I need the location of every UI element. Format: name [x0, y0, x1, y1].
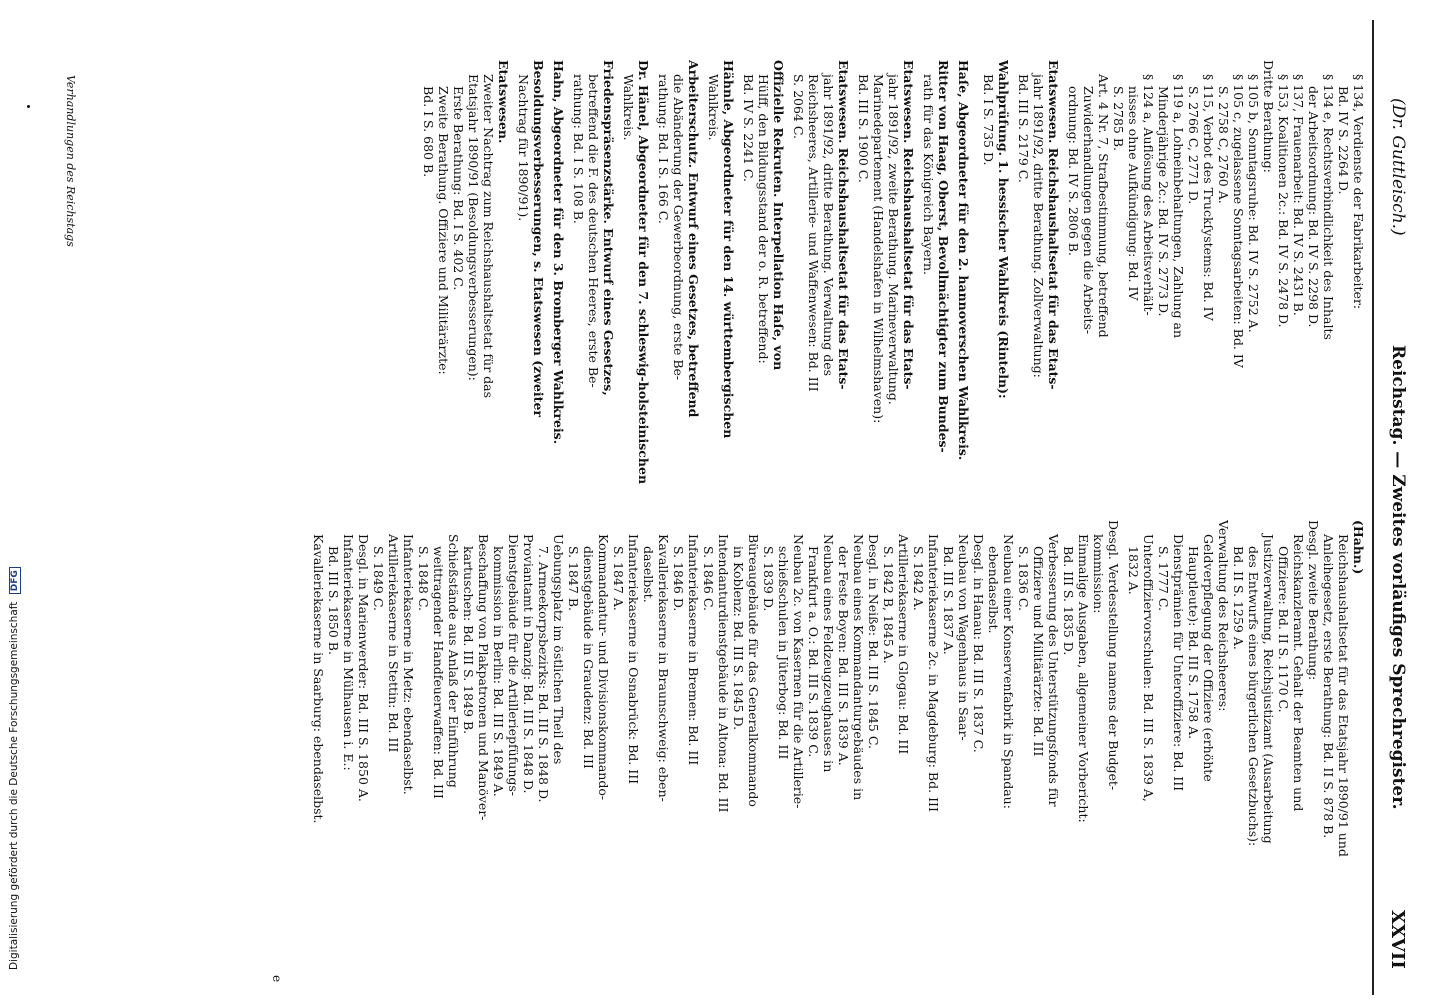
index-line: kartuschen: Bd. III S. 1849 B.	[461, 546, 476, 735]
index-line: Bd. III S. 1837 A.	[941, 546, 956, 655]
index-line: des Entwurfs eines bürgerlichen Gesetzbuchs):	[1246, 546, 1261, 847]
index-line: kommission:	[1091, 534, 1106, 614]
index-line: Anleihegesetz, erste Berathung: Bd. II S. 878 B.	[1321, 534, 1336, 839]
footer-note: Verhandlungen des Reichstags	[64, 75, 77, 247]
index-line: jahr 1891/92, dritte Berathung. Zollverwaltung:	[1031, 74, 1046, 378]
index-line: Nachtrag für 1890/91).	[516, 74, 531, 222]
index-line: ebendaselbst.	[986, 546, 1001, 634]
index-line: Offiziere: Bd. II S. 1170 C.	[1276, 546, 1291, 713]
index-line: Wahlkreis.	[621, 74, 636, 141]
index-line: Etatsjahr 1890/91 (Besoldungsverbesserungen):	[466, 74, 481, 381]
index-line: Bd. III S. 1835 D.	[1061, 546, 1076, 656]
index-line: Büreaugebäude für das Generalkommando	[746, 534, 761, 807]
index-line: Etatswesen. Reichshaushaltsetat für das Etats-	[1046, 60, 1061, 390]
index-line: Erste Berathung: Bd. I S. 402 C.	[451, 86, 466, 291]
index-line: S. 1842 B, 1845 A.	[881, 546, 896, 664]
index-line: Artilleriekaserne in Glogau: Bd. III	[896, 534, 911, 755]
index-line: S. 2766 C, 2771 D.	[1186, 86, 1201, 205]
index-line: Uebungsplatz im östlichen Theil des	[551, 534, 566, 765]
index-line: der Feste Boyen: Bd. III S. 1839 A.	[836, 546, 851, 766]
index-line: Reichskanzleramt. Gehalt der Beamten und	[1291, 534, 1306, 812]
index-line: Neubau eines Feldzeugzeughauses in	[821, 534, 836, 773]
index-line: Arbeiterschutz. Entwurf eines Gesetzes, betreffend	[686, 60, 701, 418]
index-line: S. 2785 B.	[1111, 86, 1126, 152]
index-line: die Abänderung der Gewerbeordnung, erste Be-	[671, 74, 686, 381]
index-line: Hauptleute): Bd. III S. 1758 A.	[1186, 546, 1201, 740]
index-line: Haſe, Abgeordneter für den 2. hannoverschen Wahlkreis.	[956, 60, 971, 461]
header-title: Reichstag. — Zweites vorläufiges Sprechregister.	[1388, 345, 1408, 810]
index-line: Kommandantur- und Divisionskommando-	[596, 534, 611, 801]
index-line: Etatswesen. Reichshaushaltsetat für das Etats-	[836, 60, 851, 390]
index-line: S. 1839 D.	[761, 546, 776, 612]
index-line: Dienstgebäude für die Artilleriepfüfungs-	[506, 534, 521, 797]
index-line: § 119 a, Lohneinbehaltungen, Zahlung an	[1171, 74, 1186, 339]
index-line: Neubau einer Konservenfabrik in Spandau:	[1001, 534, 1016, 809]
index-line: § 105 c, zugelassene Sonntagsarbeiten: Bd. IV	[1231, 74, 1246, 368]
index-line: Marinedepartement (Handelshafen in Wilhelmshaven):	[871, 74, 886, 424]
index-line: jahr 1891/92, zweite Berathung. Marineverwaltung.	[886, 74, 901, 405]
index-line: Justizverwaltung, Reichsjustizamt (Ausarbeitung	[1261, 534, 1276, 844]
index-line: S. 1849 C.	[371, 546, 386, 611]
index-line: § 134, Verdienste der Fabrikarbeiter:	[1351, 74, 1366, 310]
index-line: Hahn, Abgeordneter für den 3. Bromberger Wahlkreis.	[551, 60, 566, 445]
index-line: S. 1846 D.	[671, 546, 686, 612]
index-line: Hülff, den Bildungsstand der o. R. betreffend:	[756, 74, 771, 364]
index-line: § 153, Koalitionen 2c.: Bd. IV S. 2478 D.	[1276, 74, 1291, 328]
index-line: Wahlkreis.	[706, 74, 721, 141]
index-line: Verwaltung des Reichsheeres:	[1216, 520, 1231, 712]
index-line: Hähnle, Abgeordneter für den 14. württembergischen	[721, 60, 736, 439]
header-speaker: (Dr. Guttleisch.)	[1388, 98, 1408, 236]
index-line: Neubau von Wagenhaus in Saar-	[956, 534, 971, 741]
index-line: S. 1846 C.	[701, 546, 716, 611]
index-line: Intendanturdienstgebäude in Altona: Bd. III	[716, 534, 731, 813]
index-line: Schießstände aus Anlaß der Einführung	[446, 534, 461, 788]
index-line: Infanteriekaserne in Mülhausen i. E.:	[341, 534, 356, 771]
index-line: jahr 1891/92, dritte Berathung. Verwaltung des	[821, 74, 836, 377]
index-line: Infanteriekaserne in Metz: ebendaselbst.	[401, 534, 416, 795]
index-line: Frankfurt a. O.: Bd. III S. 1839 C.	[806, 546, 821, 758]
right-column	[311, 520, 1366, 988]
index-line: schießschulen in Jüterbog: Bd. III	[776, 546, 791, 760]
index-line: Wahlprüfung. 1. hessischer Wahlkreis (Rinteln):	[996, 60, 1011, 399]
index-line: daselbst.	[641, 546, 656, 603]
index-line: Art. 4 Nr. 7, Strafbestimmung, betreffend	[1096, 74, 1111, 338]
digitization-text: Digitalisierung gefördert durch die Deutsche Forschungsgemeinschaft	[8, 601, 20, 970]
index-line: Besoldungsverbesserungen, s. Etatswesen (zweiter	[531, 60, 546, 417]
index-line: Kavalleriekaserne in Braunschweig: eben-	[656, 534, 671, 802]
index-line: § 124 a, Auflösung des Arbeitsverhält-	[1141, 74, 1156, 316]
index-line: § 115, Verbot des Truckſystems: Bd. IV	[1201, 74, 1216, 321]
index-line: Reichshaushaltsetat für das Etatsjahr 1890/91 und	[1336, 534, 1351, 857]
index-line: Einmalige Ausgaben, allgemeiner Vorbericht:	[1076, 534, 1091, 823]
index-line: S. 1847 B.	[566, 546, 581, 612]
index-line: Bd. IV S. 2264 D.	[1336, 86, 1351, 195]
index-line: Infanteriekaserne in Bremen: Bd. III	[686, 534, 701, 766]
index-line: ordnung: Bd. IV S. 2806 B.	[1066, 86, 1081, 256]
index-line: Zweite Berathung. Offiziere und Militärärzte:	[436, 86, 451, 375]
left-column	[421, 60, 1366, 528]
index-line: § 105 b, Sonntagsruhe: Bd. IV S. 2752 A.	[1246, 74, 1261, 333]
signature-mark: e	[270, 975, 284, 983]
index-line: S. 2064 C.	[791, 74, 806, 139]
index-line: Reichsheeres, Artillerie- und Waffenwesen: Bd. III	[806, 74, 821, 392]
index-line: Geldverpflegung der Offiziere (erhöhte	[1201, 534, 1216, 782]
index-line: Beschaffung von Plakpatronen und Manöver-	[476, 534, 491, 821]
index-line: Artilleriekaserne in Stettin: Bd. III	[386, 534, 401, 753]
index-line: Bd. IV S. 2241 C.	[741, 74, 756, 183]
index-line: rathung: Bd. I S. 166 C.	[656, 74, 671, 224]
index-line: dienstgebäude in Graudenz: Bd. III	[581, 546, 596, 769]
index-line: rathung: Bd. I S. 108 B.	[571, 74, 586, 224]
index-line: Neubau 2c. von Kasernen für die Artillerie-	[791, 534, 806, 809]
index-line: Infanteriekaserne 2c. in Magdeburg: Bd. III	[926, 534, 941, 812]
index-line: S. 1842 A.	[911, 546, 926, 611]
index-line: Desgl. in Hanau: Bd. III S. 1837 C.	[971, 534, 986, 753]
index-line: Desgl. zweite Berathung:	[1306, 520, 1321, 681]
index-line: Kavalleriekaserne in Saarburg: ebendaselbst.	[311, 534, 326, 824]
index-line: S. 2758 C, 2760 A.	[1216, 86, 1231, 204]
index-line: Infanteriekaserne in Osnabrück: Bd. III	[626, 534, 641, 785]
index-line: Minderjährige 2c.: Bd. IV S. 2773 D.	[1156, 86, 1171, 317]
index-line: Dr. Hänel, Abgeordneter für den 7. schleswig-holsteinischen	[636, 60, 651, 485]
index-line: Dienstprämien für Unteroffiziere: Bd. III	[1171, 534, 1186, 792]
index-line: rath für das Königreich Bayern.	[921, 74, 936, 276]
index-line: Bd. II S. 1259 A.	[1231, 546, 1246, 650]
index-line: betreffend die F. des deutschen Heeres, erste Be-	[586, 74, 601, 388]
index-line: kommission in Berlin: Bd. III S. 1849 A.	[491, 546, 506, 797]
index-line: Bd. III S. 1900 C.	[856, 74, 871, 183]
index-line: Etatswesen. Reichshaushaltsetat für das Etats-	[901, 60, 916, 390]
page-number: XXVII	[1387, 910, 1408, 969]
index-line: Bd. I S. 735 D.	[981, 74, 996, 166]
dfg-logo: DFG	[9, 567, 21, 594]
page-header	[1378, 0, 1408, 1000]
index-line: Zweiter Nachtrag zum Reichshaushaltsetat für das	[481, 74, 496, 399]
index-line: S. 1836 C.	[1016, 546, 1031, 611]
index-line: Unteroffiziervorschulen: Bd. III S. 1839 A,	[1141, 534, 1156, 802]
index-line: Desgl. in Neiße: Bd. III S. 1845 C.	[866, 534, 881, 749]
index-line: nisses ohne Aufkündigung: Bd. IV	[1126, 86, 1141, 301]
index-line: der Arbeitsordnung: Bd. IV S. 2298 D.	[1306, 86, 1321, 328]
index-line: Offizielle Rekruten. Interpellation Haſe, von	[771, 60, 786, 371]
index-line: (Hahn.)	[1351, 520, 1366, 575]
index-line: Etatswesen.	[496, 60, 511, 144]
index-line: Zuwiderhandlungen gegen die Arbeits-	[1081, 86, 1096, 335]
index-line: 7. Armeekorpsbezirks: Bd. III S. 1848 D.	[536, 546, 551, 803]
index-line: Bd. III S. 1850 B.	[326, 546, 341, 655]
index-line: S. 1777 C.	[1156, 546, 1171, 611]
header-rule	[1372, 20, 1374, 995]
index-line: Desgl. in Marienwerder: Bd. III S. 1850 A.	[356, 534, 371, 802]
index-line: § 134 e, Rechtsverbindlichkeit des Inhalts	[1321, 74, 1336, 340]
index-line: Neubau eines Kommandanturgebäudes in	[851, 534, 866, 801]
index-line: S. 1848 C.	[416, 546, 431, 611]
index-line: Friedenspräsenzstärke. Entwurf eines Gesetzes,	[601, 60, 616, 396]
index-line: Offiziere und Militärärzte: Bd. III	[1031, 546, 1046, 757]
index-line: 1832 A.	[1126, 546, 1141, 595]
index-line: weittragender Handfeuerwaffen: Bd. III	[431, 546, 446, 799]
index-line: Proviantamt in Danzig: Bd. III S. 1848 D.	[521, 534, 536, 794]
index-line: Verbesserung des Unterstützungsfonds für	[1046, 534, 1061, 807]
index-line: Bd. III S. 2179 C.	[1016, 74, 1031, 183]
index-line: Ritter von Haag, Oberst, Bevollmächtigter zum Bundes-	[936, 60, 951, 453]
index-line: Bd. I S. 680 B.	[421, 86, 436, 178]
index-line: § 137, Frauenarbeit: Bd. IV S. 2431 B.	[1291, 74, 1306, 316]
index-line: Desgl. Verdesstellung namens der Budget-	[1106, 520, 1121, 791]
index-line: in Koblenz: Bd. III S. 1845 D.	[731, 546, 746, 731]
index-line: Dritte Berathung:	[1261, 60, 1276, 173]
index-line: S. 1847 A.	[611, 546, 626, 611]
